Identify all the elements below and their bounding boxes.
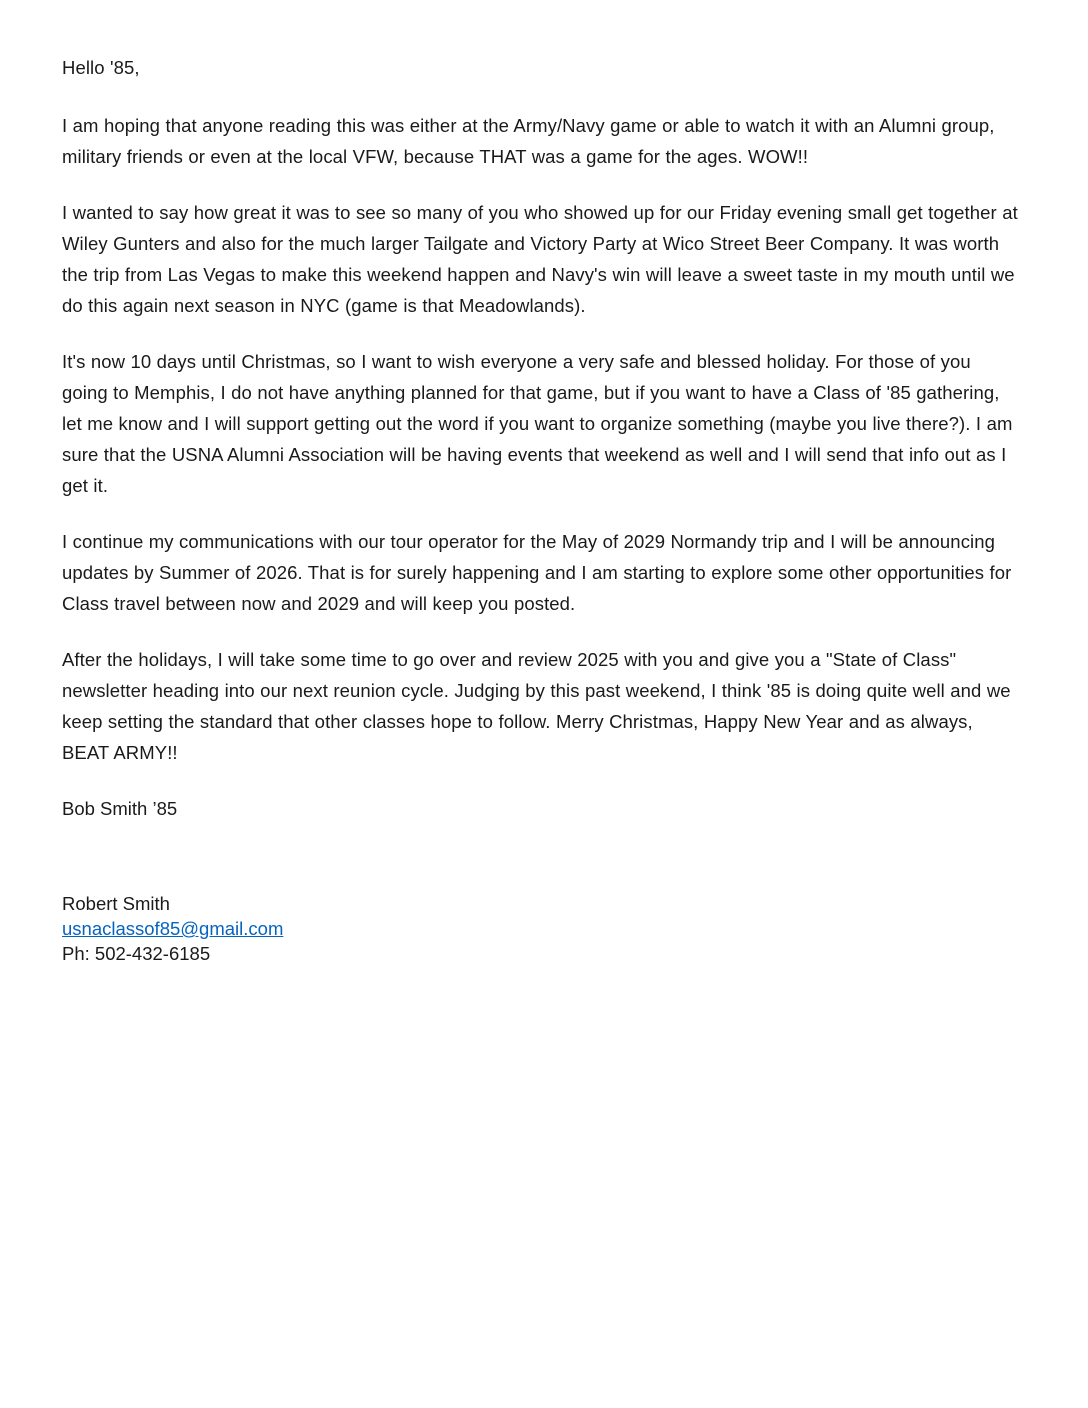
- letter-paragraph-3: It's now 10 days until Christmas, so I want to wish everyone a very safe and blessed holiday. For those of you going to Memphis, I do not have anything planned for that game, but if you want to have a Class of '85 gathering, let me know and I will support getting out the word if you want to organize something (maybe you live there?). I am sure that the USNA Alumni Association will be having events that weekend as well and I will send that info out as I get it.: [62, 351, 1013, 496]
- signature-block: [62, 891, 1018, 966]
- letter-paragraph-4: I continue my communications with our tour operator for the May of 2029 Normandy trip and I will be announcing updates by Summer of 2026. That is for surely happening and I am starting to explore some other opportunities for Class travel between now and 2029 and will keep you posted.: [62, 531, 1012, 614]
- signature-name: Robert Smith: [62, 893, 170, 914]
- letter-paragraph-2: I wanted to say how great it was to see so many of you who showed up for our Friday evening small get together at Wiley Gunters and also for the much larger Tailgate and Victory Party at Wico Street Beer Company. It was worth the trip from Las Vegas to make this weekend happen and Navy's win will leave a sweet taste in my mouth until we do this again next season in NYC (game is that Meadowlands).: [62, 202, 1018, 316]
- signature-email-link[interactable]: usnaclassof85@gmail.com: [62, 918, 284, 939]
- letter-signoff: Bob Smith ’85: [62, 798, 178, 819]
- letter-greeting: Hello '85,: [62, 57, 140, 78]
- letter-body: [62, 52, 1018, 966]
- letter-paragraph-1: I am hoping that anyone reading this was either at the Army/Navy game or able to watch it with an Alumni group, military friends or even at the local VFW, because THAT was a game for the ages. WOW!!: [62, 115, 995, 167]
- letter-paragraph-5: After the holidays, I will take some time to go over and review 2025 with you and give you a "State of Class" newsletter heading into our next reunion cycle. Judging by this past weekend, I think '85 is doing quite well and we keep setting the standard that other classes hope to follow. Merry Christmas, Happy New Year and as always, BEAT ARMY!!: [62, 649, 1011, 763]
- signature-email-line: [62, 916, 1018, 941]
- signature-spacer: [62, 849, 1018, 891]
- signature-phone: Ph: 502-432-6185: [62, 943, 211, 964]
